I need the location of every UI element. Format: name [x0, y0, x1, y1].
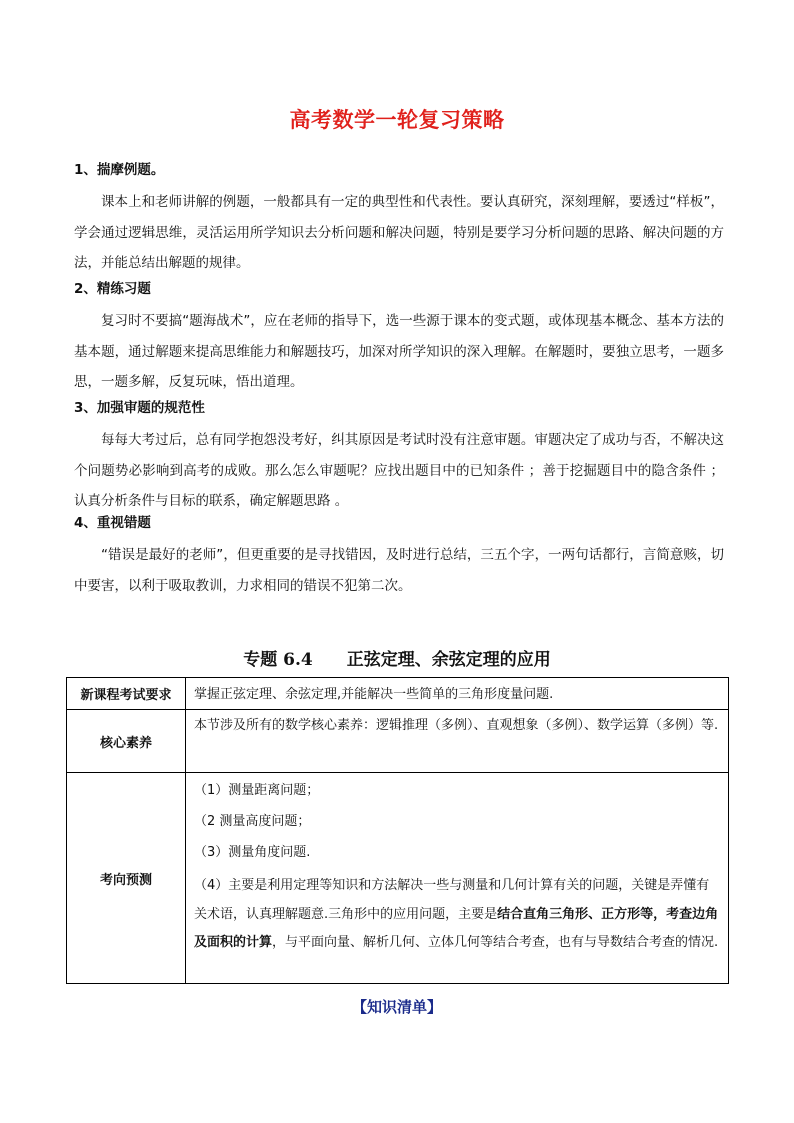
- section-body: 复习时不要搞“题海战术”，应在老师的指导下，选一些源于课本的变式题，或体现基本概念、基本方法的基本题，通过解题来提高思维能力和解题技巧，加深对所学知识的深入理解。在解题时，要独立思考，一题多思，一题多解，反复玩味，悟出道理。: [74, 313, 724, 390]
- section-2: [74, 279, 724, 398]
- row-label: 考向预测: [67, 773, 186, 984]
- topic-number: 专题 6.4: [243, 650, 313, 670]
- row-label: 新课程考试要求: [67, 678, 186, 710]
- page-title: 高考数学一轮复习策略: [289, 108, 505, 132]
- list-item: （2 测量高度问题；: [194, 814, 311, 829]
- topic-name: 正弦定理、余弦定理的应用: [346, 650, 551, 670]
- requirements-table: [66, 677, 729, 984]
- item-text: ，与平面向量、解析几何、立体几何等结合考查，也有与导数结合考查的情况.: [272, 935, 719, 950]
- topic-title: [0, 645, 794, 670]
- row-content: 掌握正弦定理、余弦定理,并能解决一些简单的三角形度量问题.: [186, 678, 729, 710]
- section-1: [74, 160, 724, 279]
- row-content: 本节涉及所有的数学核心素养：逻辑推理（多例）、直观想象（多例）、数学运算（多例）等.: [186, 710, 729, 773]
- row-label: 核心素养: [67, 710, 186, 773]
- section-4: [74, 513, 724, 601]
- section-heading: 2、精练习题: [74, 281, 151, 297]
- table-row: [67, 710, 729, 773]
- row-content: [186, 773, 729, 984]
- item-bold-text: 结合直角三角形、正方形等，考查边角及面积的计算: [194, 906, 719, 950]
- list-item: [194, 872, 720, 958]
- section-body: 课本上和老师讲解的例题，一般都具有一定的典型性和代表性。要认真研究，深刻理解，要透过“样板”，学会通过逻辑思维，灵活运用所学知识去分析问题和解决问题，特别是要学习分析问题的思路、解决问题的方法，并能总结出解题的规律。: [74, 194, 724, 271]
- section-body: “错误是最好的老师”，但更重要的是寻找错因，及时进行总结，三五个字，一两句话都行，言简意赅，切中要害，以利于吸取教训，力求相同的错误不犯第二次。: [74, 547, 724, 594]
- section-3: [74, 398, 724, 517]
- list-item: （3）测量角度问题.: [194, 845, 311, 860]
- section-heading: 4、重视错题: [74, 515, 151, 531]
- knowledge-heading: 【知识清单】: [351, 998, 442, 1016]
- table-row: [67, 773, 729, 984]
- section-body: 每每大考过后，总有同学抱怨没考好，纠其原因是考试时没有注意审题。审题决定了成功与否，不解决这个问题势必影响到高考的成败。那么怎么审题呢？应找出题目中的已知条件 ；善于挖掘题目中的隐含条件 ；认真分析条件与目标的联系，确定解题思路 。: [74, 432, 724, 509]
- section-heading: 1、揣摩例题。: [74, 162, 165, 178]
- table-row: [67, 678, 729, 710]
- section-heading: 3、加强审题的规范性: [74, 400, 205, 416]
- list-item: （1）测量距离问题；: [194, 783, 320, 798]
- item-text: （4）主要是利用定理等知识和方法解决一些与测量和几何计算有关的问题，关键是弄懂有关术语，认真理解题意.三角形中的应用问题，主要是: [194, 878, 710, 922]
